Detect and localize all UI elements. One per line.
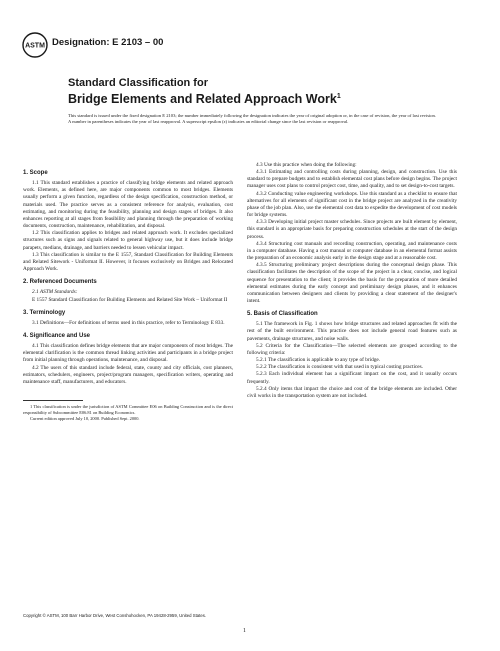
footnote-1: 1 This classification is under the jurisdiction of ASTM Committee E06 on Building Construction and is the direct responsibility of Subcommittee E06.81 on Building Economics. xyxy=(23,404,233,415)
reference-e1557: E 1557 Standard Classification for Building Elements and Related Site Work – Uniformat II xyxy=(32,296,228,303)
paragraph-4-3: 4.3 Use this practice when doing the following: xyxy=(256,162,357,168)
paragraph-4-3-1: 4.3.1 Estimating and controlling costs during planning, design, and construction. Use this standard to prepare budgets and to establish elemental cost plans before design begins. The project manager uses cost plans to control project cost, time, and quality, and to set design-to-cost targets. xyxy=(247,169,457,190)
paragraph-2-1: 2.1 ASTM Standards: xyxy=(32,289,78,296)
left-column xyxy=(23,170,233,421)
paragraph-4-3-5: 4.3.5 Structuring preliminary project descriptions during the conceptual design phase. This classification facilitates the description of the scope of the project in a clear, concise, and logical sequence for presentation to the client; it provides the basis for the preparation of more detailed elemental estimates during the early concept and preliminary design phases, and it enhances communication between designers and clients by providing a clear statement of the designer's intent. xyxy=(247,262,457,304)
svg-text:ASTM: ASTM xyxy=(25,42,45,50)
paragraph-3-1: 3.1 Definitions—For definitions of terms used in this practice, refer to Terminology E 833. xyxy=(32,319,225,326)
section-heading-significance: 4. Significance and Use xyxy=(23,332,91,339)
paragraph-1-1: 1.1 This standard establishes a practice of classifying bridge elements and related approach work. Elements, as defined here, are major components common to most bridges. Elements usually perform a given function, regardless of the design specification, construction method, or materials used. The practice serves as a consistent reference for analysis, evaluation, cost estimating, and monitoring during the feasibility, planning and design stages of bridges. It also enhances reporting at all stages from feasibility and planning through the preparation of working documents, construction, maintenance, rehabilitation, and disposal. xyxy=(23,180,233,230)
paragraph-5-2: 5.2 Criteria for the Classification—The selected elements are grouped according to the following criteria: xyxy=(247,342,457,356)
paragraph-5-2-4: 5.2.4 Only items that impact the choice and cost of the bridge elements are included. Other civil works in the transportation system are not included. xyxy=(247,385,457,399)
paragraph-4-2: 4.2 The users of this standard include federal, state, county and city officials, cost planners, estimators, schedulers, engineers, project/program managers, specification writers, operating and maintenance staff, manufacturers, and educators. xyxy=(23,364,233,385)
title-text: Bridge Elements and Related Approach Work xyxy=(68,92,337,107)
astm-logo-icon xyxy=(22,32,48,58)
document-title xyxy=(68,77,428,106)
section-heading-basis: 5. Basis of Classification xyxy=(247,311,318,318)
paragraph-5-2-2: 5.2.2 The classification is consistent with that used in typical costing practices. xyxy=(256,364,424,371)
copyright-notice: Copyright © ASTM, 100 Barr Harbor Drive, West Conshohocken, PA 19428-2959, United States. xyxy=(23,613,207,618)
footnote-approval: Current edition approved July 10, 2000. Published Sept. 2000. xyxy=(30,415,140,421)
right-column xyxy=(247,162,457,400)
paragraph-4-1: 4.1 This classification defines bridge elements that are major components of most bridges. The elemental clarification is the common thread linking activities and participants in a bridge project from initial planning through operations, maintenance, and disposal. xyxy=(23,343,233,364)
paragraph-4-3-3: 4.3.3 Developing initial project master schedules. Since projects are built element by element, this standard is an appropriate basis for preparing construction schedules at the start of the design process. xyxy=(247,219,457,240)
paragraph-4-3-2: 4.3.2 Conducting value engineering workshops. Use this standard as a checklist to ensure that alternatives for all elements of significant cost in the bridge project are analyzed in the creativity phase of the job plan. Also, use the elemental cost data to expedite the development of cost models for bridge systems. xyxy=(247,190,457,219)
paragraph-1-2: 1.2 This classification applies to bridges and related approach work. It excludes specialized structures such as signs and signals related to general highway use, but it does include bridge parapets, medians, drainage, and barriers needed to lessen vehicular impact. xyxy=(23,230,233,251)
page-number: 1 xyxy=(243,628,246,634)
paragraph-5-2-1: 5.2.1 The classification is applicable to any type of bridge. xyxy=(256,357,381,364)
title-line-1: Standard Classification for xyxy=(68,77,208,89)
standard-notice: This standard is issued under the fixed designation E 2103; the number immediately following the designation indicates the year of original adoption or, in the case of revision, the year of last revision. A number in parentheses indicates the year of last reapproval. A superscript epsilon (ε) indicates an editorial change since the last revision or reapproval. xyxy=(68,113,436,125)
section-heading-scope: 1. Scope xyxy=(23,170,48,176)
paragraph-4-3-4: 4.3.4 Structuring cost manuals and recording construction, operating, and maintenance costs in a computer database. Having a cost manual or computer database in an elemental format assists the preparation of an economic analysis early in the design stage and at a reasonable cost. xyxy=(247,240,457,262)
title-footnote-mark: 1 xyxy=(336,93,341,100)
footnote-rule xyxy=(23,400,83,401)
section-heading-referenced-documents: 2. Referenced Documents xyxy=(23,279,97,286)
designation: Designation: E 2103 – 00 xyxy=(52,37,164,48)
paragraph-5-1: 5.1 The framework in Fig. 1 shows how bridge structures and related approaches fit with the rest of the built environment. This practice does not include general road features such as pavements, drainage structures, and noise walls. xyxy=(247,321,457,342)
paragraph-1-3: 1.3 This classification is similar to the E 1557, Standard Classification for Building Elements and Related Sitework - Uniformat II. However, it focuses exclusively on Bridges and Relocated Approach Work. xyxy=(23,251,233,273)
paragraph-5-2-3: 5.2.3 Each individual element has a significant impact on the cost, and it usually occurs frequently. xyxy=(247,371,457,385)
section-heading-terminology: 3. Terminology xyxy=(23,309,66,316)
title-line-2 xyxy=(68,90,428,106)
